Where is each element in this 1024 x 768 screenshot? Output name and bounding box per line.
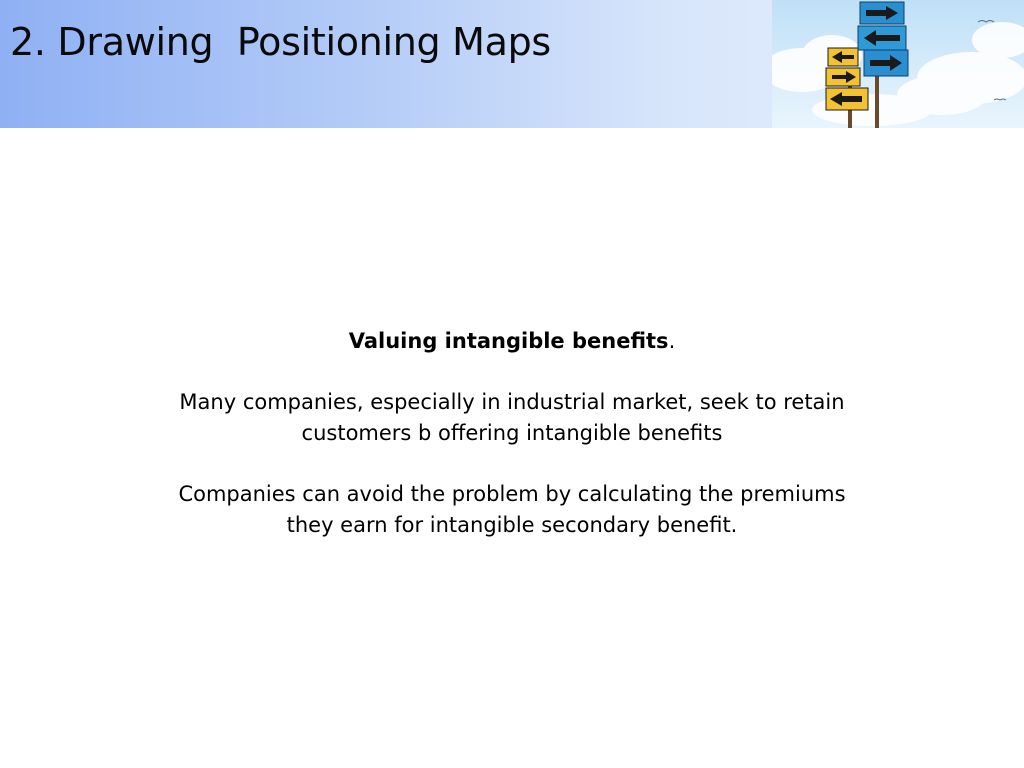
slide-title: 2. Drawing Positioning Maps xyxy=(10,20,551,64)
paragraph-2-line-1: Companies can avoid the problem by calculating the premiums xyxy=(178,482,846,506)
paragraph-2-line-2: they earn for intangible secondary benefit. xyxy=(286,513,738,537)
heading-period: . xyxy=(668,329,676,353)
heading-bold-text: Valuing intangible benefits xyxy=(348,329,669,353)
paragraph-gap xyxy=(112,449,912,479)
slide-body xyxy=(112,326,912,541)
paragraph-gap xyxy=(112,357,912,387)
paragraph-1-line-2: customers b offering intangible benefits xyxy=(301,421,723,445)
road-sign-arrows-image xyxy=(772,0,1024,128)
body-heading xyxy=(112,326,912,357)
paragraph-1-line-1: Many companies, especially in industrial market, seek to retain xyxy=(179,390,845,414)
